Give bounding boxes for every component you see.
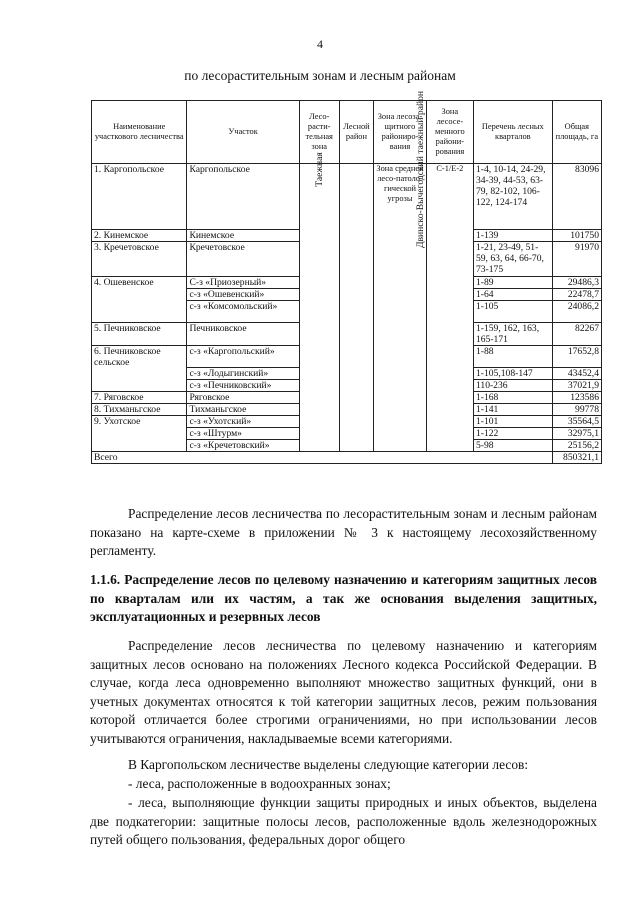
- table-heading: по лесорастительным зонам и лесным районам: [184, 68, 456, 83]
- header-forestry: Наименование участкового лесничества: [92, 101, 187, 164]
- cell-plot: с-з «Комсомольский»: [187, 301, 299, 323]
- cell-area: 99778: [552, 404, 601, 416]
- cell-area: 17652,8: [552, 346, 601, 368]
- cell-area: 91970: [552, 242, 601, 277]
- cell-quarters: 1-88: [473, 346, 552, 368]
- cell-area: 101750: [552, 230, 601, 242]
- cell-quarters: 1-141: [473, 404, 552, 416]
- cell-plot: С-з «Приозерный»: [187, 277, 299, 289]
- cell-seed-zone: С-1/Е-2: [426, 164, 473, 452]
- forest-zones-table: [91, 90, 602, 464]
- cell-quarters: 1-101: [473, 416, 552, 428]
- paragraph-distribution-basis: Распределение лесов лесничества по целевому назначению и категориям защитных лесов основано на положениях Лесного кодекса Российской Федерации. В случае, когда леса одновременно выполняют множество защитных функций, они в учетных документах относятся к той категории защитных лесов, режим пользования которой отличается более строгими ограничениями, но при использовании лесов учитываются ограничения, накладываемые всеми категориями.: [90, 638, 597, 746]
- cell-quarters: 1-105: [473, 301, 552, 323]
- cell-growth-zone: [299, 152, 339, 452]
- cell-quarters: 1-21, 23-49, 51-59, 63, 64, 66-70, 73-175: [473, 242, 552, 277]
- cell-forestry: 1. Каргопольское: [92, 164, 187, 230]
- header-area: Общая площадь, га: [552, 101, 601, 164]
- cell-total-label: Всего: [92, 452, 553, 464]
- cell-forestry: 8. Тихманьгское: [92, 404, 187, 416]
- cell-quarters: 1-159, 162, 163, 165-171: [473, 323, 552, 346]
- cell-area: 29486,3: [552, 277, 601, 289]
- cell-plot: Кинемское: [187, 230, 299, 242]
- header-growth-zone: Лесо-расти-тельная зона: [299, 101, 339, 164]
- cell-area: 123586: [552, 392, 601, 404]
- cell-quarters: 1-89: [473, 277, 552, 289]
- cell-area: 32975,1: [552, 428, 601, 440]
- paragraph-categories-intro: В Каргопольском лесничестве выделены следующие категории лесов:: [128, 757, 529, 772]
- cell-forestry: 9. Ухотское: [92, 416, 187, 452]
- cell-plot: Печниковское: [187, 323, 299, 346]
- cell-quarters: 1-139: [473, 230, 552, 242]
- forest-region-label: Двинско-Вычегодский таежный район: [414, 90, 426, 249]
- cell-plot: Ряговское: [187, 392, 299, 404]
- cell-plot: с-з «Кречетовский»: [187, 440, 299, 452]
- cell-area: 82267: [552, 323, 601, 346]
- cell-plot: Тихманьгское: [187, 404, 299, 416]
- growth-zone-label: Таежная: [313, 152, 325, 187]
- cell-area: 83096: [552, 164, 601, 230]
- cell-area: 37021,9: [552, 380, 601, 392]
- cell-forestry: 4. Ошевенское: [92, 277, 187, 323]
- cell-area: 24086,2: [552, 301, 601, 323]
- header-seed-zone: Зона лесосе-менного райони-рования: [426, 101, 473, 164]
- cell-plot: Каргопольское: [187, 164, 299, 230]
- cell-forestry: 7. Ряговское: [92, 392, 187, 404]
- paragraph-distribution-map: Распределение лесов лесничества по лесорастительным зонам и лесным районам показано на карте-схеме в приложении № 3 к настоящему лесохозяйственному регламенту.: [90, 506, 597, 559]
- header-plot: Участок: [187, 101, 299, 164]
- cell-area: 25156,2: [552, 440, 601, 452]
- cell-plot: Кречетовское: [187, 242, 299, 277]
- cell-area: 35564,5: [552, 416, 601, 428]
- cell-quarters: 5-98: [473, 440, 552, 452]
- cell-quarters: 110-236: [473, 380, 552, 392]
- section-title: 1.1.6. Распределение лесов по целевому назначению и категориям защитных лесов по кварталам или их частям, а так же основания выделения защитных, эксплуатационных и резервных лесов: [90, 572, 597, 625]
- cell-area: 22478,7: [552, 289, 601, 301]
- cell-forestry: 5. Печниковское: [92, 323, 187, 346]
- table-total-row: [92, 452, 602, 464]
- cell-total-value: 850321,1: [552, 452, 601, 464]
- cell-area: 43452,4: [552, 368, 601, 380]
- table-row: [92, 164, 602, 230]
- cell-forestry: 2. Кинемское: [92, 230, 187, 242]
- header-protection-zone: Зона лесоза-щитного райониро-вания: [374, 101, 426, 164]
- cell-plot: с-з «Ошевенский»: [187, 289, 299, 301]
- cell-plot: с-з «Лодыгинский»: [187, 368, 299, 380]
- list-item-water-protection: - леса, расположенные в водоохранных зонах;: [128, 776, 391, 791]
- cell-quarters: 1-122: [473, 428, 552, 440]
- header-forest-region: Лесной район: [339, 101, 374, 164]
- cell-plot: с-з «Штурм»: [187, 428, 299, 440]
- cell-forestry: 6. Печниковское сельское: [92, 346, 187, 392]
- cell-plot: с-з «Печниковский»: [187, 380, 299, 392]
- page-number: 4: [317, 37, 323, 51]
- header-quarters: Перечень лесных кварталов: [473, 101, 552, 164]
- cell-forestry: 3. Кречетовское: [92, 242, 187, 277]
- cell-plot: с-з «Каргопольский»: [187, 346, 299, 368]
- cell-quarters: 1-105,108-147: [473, 368, 552, 380]
- cell-plot: с-з «Ухотский»: [187, 416, 299, 428]
- cell-protection-zone: Зона средней лесо-патоло-гической угрозы: [374, 164, 426, 452]
- cell-quarters: 1-168: [473, 392, 552, 404]
- list-item-protection-objects: - леса, выполняющие функции защиты природных и иных объектов, выделена две подкатегории: защитные полосы лесов, расположенные вдоль железнодорожных путей общего пользования, федеральных дорог общего: [90, 795, 597, 848]
- cell-quarters: 1-4, 10-14, 24-29, 34-39, 44-53, 63-79, 82-102, 106-122, 124-174: [473, 164, 552, 230]
- table-header-row: [92, 101, 602, 164]
- cell-quarters: 1-64: [473, 289, 552, 301]
